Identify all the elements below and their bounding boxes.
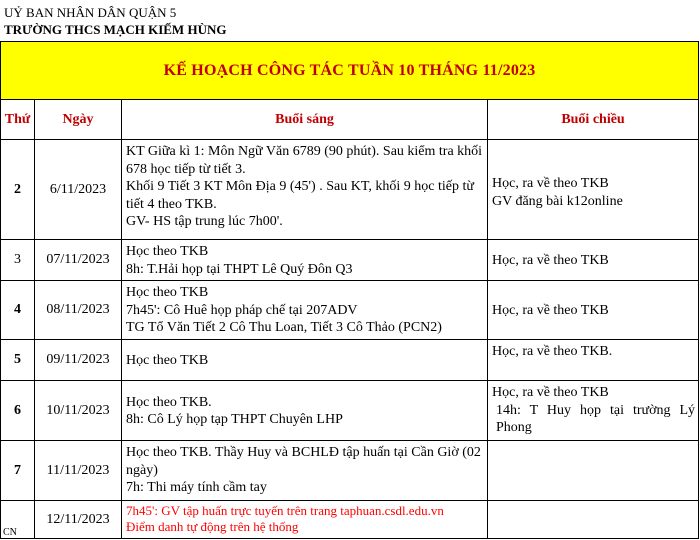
table-row bbox=[1, 140, 699, 240]
schedule-line: Học, ra về theo TKB bbox=[492, 385, 609, 400]
weekly-plan-table bbox=[0, 41, 699, 539]
date: 07/11/2023 bbox=[35, 240, 122, 281]
date: 08/11/2023 bbox=[35, 281, 122, 340]
afternoon-schedule bbox=[488, 240, 699, 281]
schedule-line: Học theo TKB bbox=[126, 285, 209, 300]
schedule-line: TG Tổ Văn Tiết 2 Cô Thu Loan, Tiết 3 Cô Thảo (PCN2) bbox=[126, 320, 442, 335]
schedule-line: Học theo TKB bbox=[126, 352, 209, 368]
schedule-line: Học theo TKB bbox=[126, 244, 209, 259]
schedule-line: GV- HS tập trung lúc 7h00'. bbox=[126, 214, 283, 229]
date: 6/11/2023 bbox=[35, 140, 122, 240]
district-committee-label: UỶ BAN NHÂN DÂN QUẬN 5 bbox=[4, 5, 177, 20]
schedule-line: Học theo TKB. Thầy Huy và BCHLĐ tập huấn tại Cần Giờ (02 ngày) bbox=[126, 445, 481, 478]
schedule-line: 7h: Thi máy tính cầm tay bbox=[126, 480, 267, 495]
morning-schedule bbox=[122, 281, 488, 340]
table-row bbox=[1, 240, 699, 281]
schedule-line: Học, ra về theo TKB bbox=[492, 252, 609, 268]
morning-schedule bbox=[122, 501, 488, 539]
title-row bbox=[1, 42, 699, 100]
afternoon-schedule bbox=[488, 340, 699, 381]
schedule-line: Học, ra về theo TKB. bbox=[492, 344, 613, 359]
afternoon-schedule bbox=[488, 281, 699, 340]
column-header-row bbox=[1, 100, 699, 140]
day-of-week: 7 bbox=[1, 441, 35, 501]
schedule-line: Điểm danh tự động trên hệ thống bbox=[126, 518, 299, 534]
afternoon-schedule bbox=[488, 140, 699, 240]
schedule-line: 7h45': GV tập huấn trực tuyến trên trang taphuan.csdl.edu.vn bbox=[126, 503, 444, 518]
schedule-line: 8h: T.Hải họp tại THPT Lê Quý Đôn Q3 bbox=[126, 261, 353, 277]
schedule-line: KT Giữa kì 1: Môn Ngữ Văn 6789 (90 phút). Sau kiểm tra khối 678 học tiếp từ tiết 3. bbox=[126, 144, 483, 177]
schedule-line: 8h: Cô Lý họp tạp THPT Chuyên LHP bbox=[126, 412, 343, 427]
schedule-line: GV đăng bài k12online bbox=[492, 193, 623, 209]
day-of-week: 5 bbox=[1, 340, 35, 381]
date: 10/11/2023 bbox=[35, 381, 122, 441]
afternoon-schedule bbox=[488, 501, 699, 539]
schedule-line: Học, ra về theo TKB bbox=[492, 176, 609, 191]
col-header-thu: Thứ bbox=[1, 100, 35, 140]
schedule-line: Học, ra về theo TKB bbox=[492, 302, 609, 318]
table-row bbox=[1, 340, 699, 381]
plan-title: KẾ HOẠCH CÔNG TÁC TUẦN 10 THÁNG 11/2023 bbox=[1, 42, 699, 100]
date: 12/11/2023 bbox=[35, 501, 122, 539]
day-of-week: 3 bbox=[1, 240, 35, 281]
afternoon-schedule bbox=[488, 441, 699, 501]
morning-schedule bbox=[122, 240, 488, 281]
schedule-line: 7h45': Cô Huê họp pháp chế tại 207ADV bbox=[126, 302, 358, 318]
table-row bbox=[1, 281, 699, 340]
morning-schedule bbox=[122, 340, 488, 381]
table-row bbox=[1, 441, 699, 501]
day-of-week: CN bbox=[1, 501, 35, 539]
schedule-line: Khối 9 Tiết 3 KT Môn Địa 9 (45') . Sau KT, khối 9 học tiếp từ tiết 4 theo TKB. bbox=[126, 179, 474, 212]
schedule-line: Học theo TKB. bbox=[126, 394, 212, 410]
table-row bbox=[1, 501, 699, 539]
date: 09/11/2023 bbox=[35, 340, 122, 381]
day-of-week: 6 bbox=[1, 381, 35, 441]
morning-schedule bbox=[122, 381, 488, 441]
school-name-label: TRƯỜNG THCS MẠCH KIẾM HÙNG bbox=[4, 22, 227, 37]
date: 11/11/2023 bbox=[35, 441, 122, 501]
morning-schedule bbox=[122, 441, 488, 501]
schedule-line: 14h: T Huy họp tại trường Lý Phong bbox=[496, 402, 696, 435]
table-row bbox=[1, 381, 699, 441]
day-of-week: 4 bbox=[1, 281, 35, 340]
morning-schedule bbox=[122, 140, 488, 240]
col-header-chieu: Buổi chiều bbox=[488, 100, 699, 140]
col-header-ngay: Ngày bbox=[35, 100, 122, 140]
afternoon-schedule bbox=[488, 381, 699, 441]
col-header-sang: Buổi sáng bbox=[122, 100, 488, 140]
day-of-week: 2 bbox=[1, 140, 35, 240]
